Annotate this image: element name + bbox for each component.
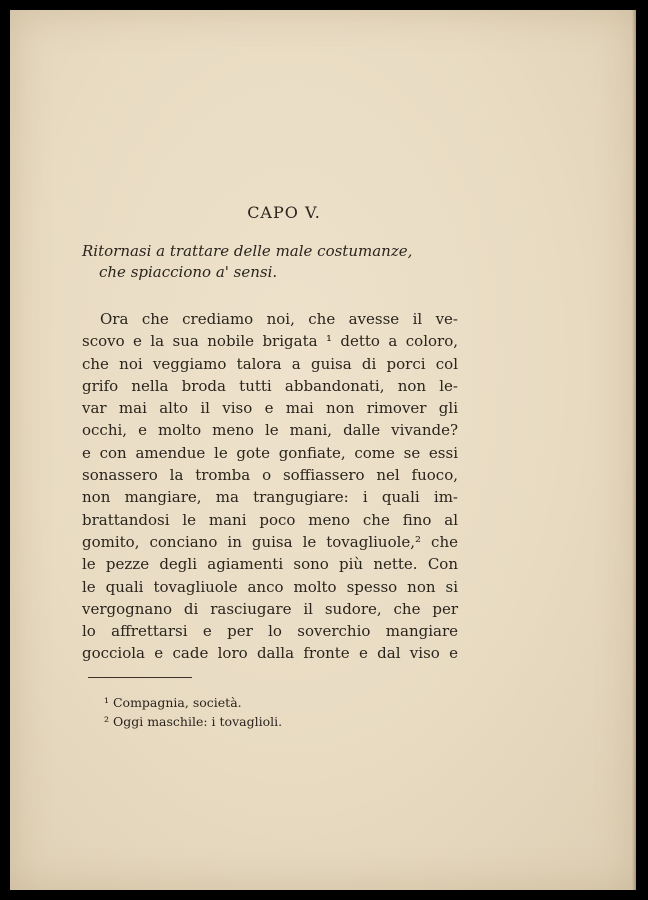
subtitle-line-1: Ritornasi a trattare delle male costumanze,	[82, 242, 413, 260]
body-line: occhi, e molto meno le mani, dalle vivande?	[82, 421, 458, 440]
body-line: var mai alto il viso e mai non rimover gli	[82, 399, 458, 418]
body-line: gomito, conciano in guisa le tovagliuole,² che	[82, 532, 458, 551]
body-paragraph	[82, 308, 458, 665]
body-line: scovo e la sua nobile brigata ¹ detto a coloro,	[82, 332, 458, 351]
body-line: Ora che crediamo noi, che avesse il ve-	[100, 310, 458, 328]
body-line: vergognano di rasciugare il sudore, che per	[82, 599, 458, 618]
body-line: lo affrettarsi e per lo soverchio mangiare	[82, 622, 458, 641]
body-line: non mangiare, ma trangugiare: i quali im-	[82, 488, 458, 507]
page-edge-shadow	[632, 10, 636, 890]
body-line: le quali tovagliuole anco molto spesso non si	[82, 577, 458, 596]
body-line: gocciola e cade loro dalla fronte e dal viso e	[82, 644, 458, 663]
body-line: le pezze degli agiamenti sono più nette. Con	[82, 555, 458, 574]
footnote-divider	[88, 677, 192, 678]
body-line: e con amendue le gote gonfiate, come se essi	[82, 443, 458, 462]
body-line: che noi veggiamo talora a guisa di porci col	[82, 354, 458, 373]
body-line: grifo nella broda tutti abbandonati, non le-	[82, 376, 458, 395]
chapter-subtitle	[82, 241, 482, 283]
book-page	[10, 10, 636, 890]
subtitle-line-2: che spiacciono a' sensi.	[99, 263, 278, 281]
footnotes	[104, 693, 404, 731]
body-line: brattandosi le mani poco meno che fino al	[82, 510, 458, 529]
body-line: sonassero la tromba o soffiassero nel fuoco,	[82, 466, 458, 485]
footnote-2: ² Oggi maschile: i tovaglioli.	[104, 714, 283, 729]
chapter-title: CAPO V.	[247, 203, 321, 222]
footnote-1: ¹ Compagnia, società.	[104, 695, 242, 710]
